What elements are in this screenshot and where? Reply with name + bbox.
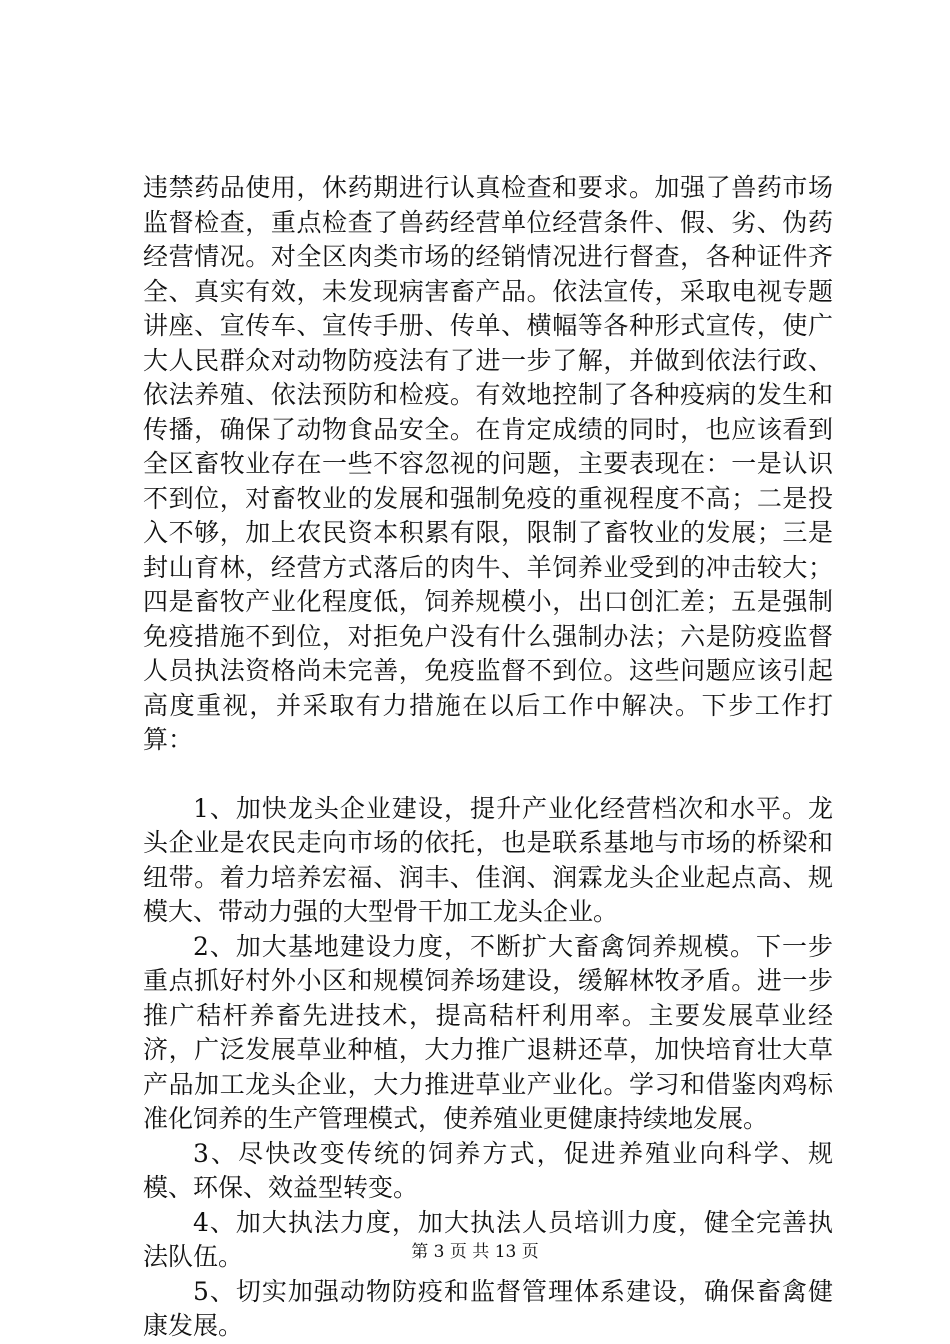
plan-item-4: 4、加大执法力度，加大执法人员培训力度，健全完善执法队伍。 [143, 1207, 833, 1271]
plan-item-1: 1、加快龙头企业建设，提升产业化经营档次和水平。龙头企业是农民走向市场的依托，也是联系基地与市场的桥梁和纽带。着力培养宏福、润丰、佳润、润霖龙头企业起点高、规模大、带动力强的大型骨干加工龙头企业。 [143, 793, 833, 926]
document-body [143, 171, 833, 1344]
body-paragraph: 违禁药品使用，休药期进行认真检查和要求。加强了兽药市场监督检查，重点检查了兽药经营单位经营条件、假、劣、伪药经营情况。对全区肉类市场的经销情况进行督查，各种证件齐全、真实有效，未发现病害畜产品。依法宣传，采取电视专题讲座、宣传车、宣传手册、传单、横幅等各种形式宣传，使广大人民群众对动物防疫法有了进一步了解，并做到依法行政、依法养殖、依法预防和检疫。有效地控制了各种疫病的发生和传播，确保了动物食品安全。在肯定成绩的同时，也应该看到全区畜牧业存在一些不容忽视的问题，主要表现在：一是认识不到位，对畜牧业的发展和强制免疫的重视程度不高；二是投入不够，加上农民资本积累有限，限制了畜牧业的发展；三是封山育林，经营方式落后的肉牛、羊饲养业受到的冲击较大；四是畜牧产业化程度低，饲养规模小，出口创汇差；五是强制免疫措施不到位，对拒免户没有什么强制办法；六是防疫监督人员执法资格尚未完善，免疫监督不到位。这些问题应该引起高度重视，并采取有力措施在以后工作中解决。下步工作打算： [143, 173, 833, 754]
page-number-footer: 第 3 页 共 13 页 [411, 1242, 539, 1262]
plan-item-5: 5、切实加强动物防疫和监督管理体系建设，确保畜禽健康发展。 [143, 1276, 833, 1340]
plan-item-3: 3、尽快改变传统的饲养方式，促进养殖业向科学、规模、环保、效益型转变。 [143, 1138, 833, 1202]
plan-item-2: 2、加大基地建设力度，不断扩大畜禽饲养规模。下一步重点抓好村外小区和规模饲养场建设，缓解林牧矛盾。进一步推广秸杆养畜先进技术，提高秸杆利用率。主要发展草业经济，广泛发展草业种植，大力推广退耕还草，加快培育壮大草产品加工龙头企业，大力推进草业产业化。学习和借鉴肉鸡标准化饲养的生产管理模式，使养殖业更健康持续地发展。 [143, 931, 833, 1133]
